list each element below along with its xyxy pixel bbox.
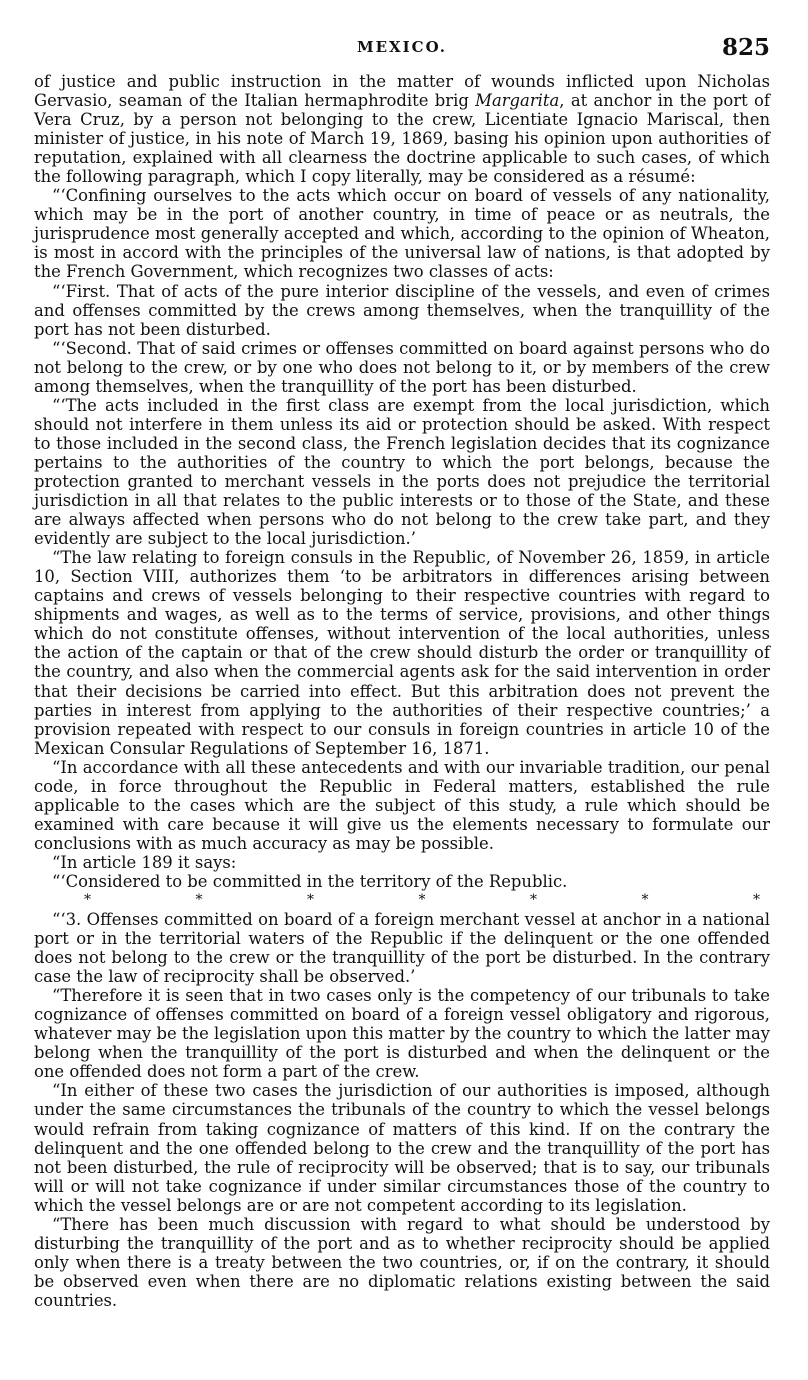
star: * (84, 892, 91, 909)
paragraph: “‘3. Offenses committed on board of a foreign merchant vessel at anchor in a national port or in the territorial waters of the Republic if the delinquent or the one offended does not belong to the crew or the tranquillity of the port be disturbed. In the contrary case the law of reciprocity shall be observed.’ (34, 910, 770, 987)
page-header (34, 34, 770, 68)
paragraph: “In article 189 it says: (52, 852, 237, 872)
paragraph: “Therefore it is seen that in two cases only is the competency of our tribunals to take cognizance of offenses committed on board of a foreign vessel obligatory and rigorous, whatever may be the legislation upon this matter by the country to which the latter may belong when the tranquillity of the port is disturbed and when the delinquent or the one offended does not form a part of the crew. (34, 986, 770, 1082)
star: * (530, 892, 537, 909)
paragraph: “There has been much discussion with regard to what should be understood by disturbing the tranquillity of the port and as to whether reciprocity should be applied only when there is a treaty between the two countries, or, if on the contrary, it should be observed even when there are no diplomatic relations existing between the said countries. (34, 1214, 770, 1310)
star: * (418, 892, 426, 909)
paragraph: “‘Second. That of said crimes or offenses committed on board against persons who do not belong to the crew, or by one who does not belong to it, or by members of the crew among themselves, when the tranquillity of the port has been disturbed. (34, 338, 770, 396)
paragraph: “The law relating to foreign consuls in the Republic, of November 26, 1859, in article 10, Section VIII, authorizes them ‘to be arbitrators in differences arising between captains and crews of vessels belonging to their respective countries with regard to shipments and wages, as well as to the terms of service, provisions, and other things which do not constitute offenses, without intervention of the local authorities, unless the action of the captain or that of the crew should disturb the order or tranquillity of the country, and also when the commercial agents ask for the said intervention in order that their decisions be carried into effect. But this arbitration does not prevent the parties in interest from applying to the authorities of their respective countries;’ a provision repeated with respect to our consuls in foreign countries in article 10 of the Mexican Consular Regulations of September 16, 1871. (34, 548, 770, 758)
paragraph: “In accordance with all these antecedents and with our invariable tradition, our penal code, in force throughout the Republic in Federal matters, established the rule applicable to the cases which are the subject of this study, a rule which should be examined with care because it will give us the elements necessary to formulate our conclusions with as much accuracy as may be possible. (34, 757, 770, 853)
ellipsis-stars (34, 891, 770, 910)
star: * (753, 892, 760, 909)
paragraph: “‘Confining ourselves to the acts which occur on board of vessels of any nationality, which may be in the port of another country, in time of peace or as neutrals, the jurisprudence most generally accepted and which, according to the opinion of Wheaton, is most in accord with the principles of the universal law of nations, is that adopted by the French Government, which recognizes two classes of acts: (34, 186, 770, 282)
ship-name: Margarita (475, 91, 560, 111)
paragraph-continuation (34, 72, 770, 186)
paragraph: “‘Considered to be committed in the territory of the Republic. (52, 871, 568, 891)
paragraph-text: , at anchor in the port of Vera Cruz, by a person not belonging to the crew, Licentiate Ignacio Mariscal, then minister of justice, in his note of March 19, 1869, basing his opinion upon authorities of reputation, explained with all clearness the doctrine applicable to such cases, of which the following paragraph, which I copy literally, may be considered as a résumé: (34, 91, 770, 187)
paragraph: “‘The acts included in the first class are exempt from the local jurisdiction, which should not interfere in them unless its aid or protection should be asked. With respect to those included in the second class, the French legislation decides that its cognizance pertains to the authorities of the country to which the port belongs, because the protection granted to merchant vessels in the ports does not prejudice the territorial jurisdiction in all that relates to the public interests or to those of the State, and these are always affected when persons who do not belong to the crew take part, and they evidently are subject to the local jurisdiction.’ (34, 395, 770, 549)
paragraph: “‘First. That of acts of the pure interior discipline of the vessels, and even of crimes and offenses committed by the crews among themselves, when the tranquillity of the port has not been disturbed. (34, 281, 770, 339)
page-number: 825 (721, 34, 770, 61)
body-text (34, 72, 770, 1310)
star: * (307, 892, 314, 909)
paragraph-text: of justice and public instruction in the matter of wounds inflicted upon Nicholas Gervasio, seaman of the Italian hermaphrodite brig (34, 72, 770, 111)
star: * (195, 892, 203, 909)
running-head: MEXICO. (356, 38, 448, 56)
star: * (641, 892, 649, 909)
paragraph: “In either of these two cases the jurisdiction of our authorities is imposed, although under the same circumstances the tribunals of the country to which the vessel belongs would refrain from taking cognizance of matters of this kind. If on the contrary the delinquent and the one offended belong to the crew and the tranquillity of the port has not been disturbed, the rule of reciprocity will be observed; that is to say, our tribunals will or will not take cognizance if under similar circumstances those of the country to which the vessel belongs are or are not competent according to its legislation. (34, 1081, 770, 1215)
